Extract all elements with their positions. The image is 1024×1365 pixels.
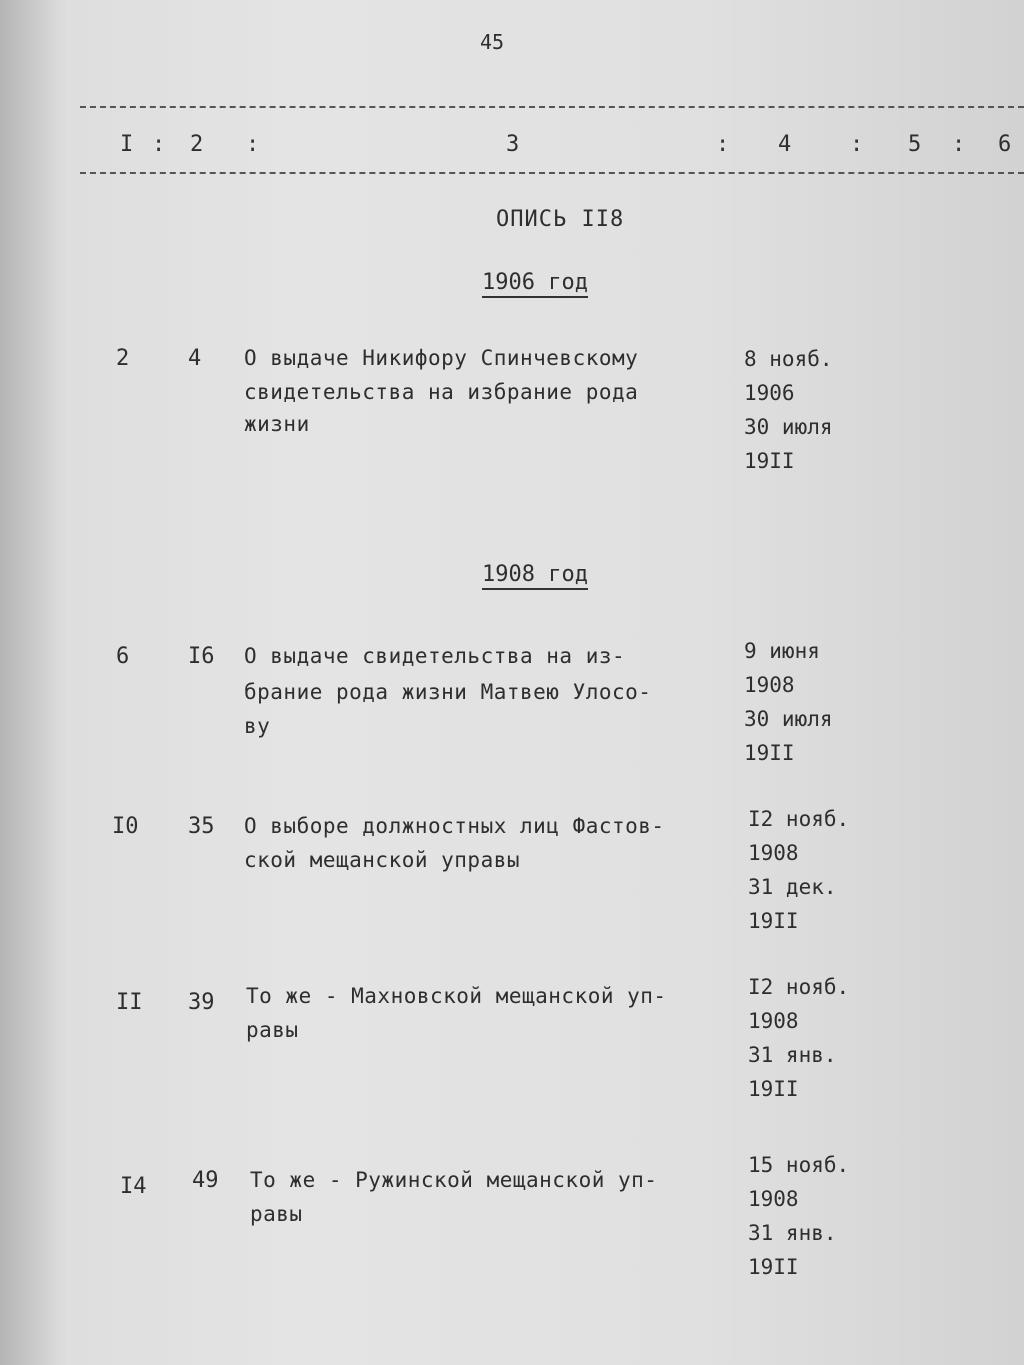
- row-date-line: 1908: [748, 1187, 799, 1211]
- header-top-rule: [80, 106, 1024, 108]
- row-col1: I4: [120, 1174, 147, 1199]
- row-date-line: 30 июля: [744, 415, 833, 439]
- col-header-6: 6: [998, 132, 1012, 157]
- col-header-sep: :: [152, 132, 166, 157]
- row-date-line: 19II: [748, 1255, 799, 1279]
- inventory-title: ОПИСЬ II8: [496, 207, 625, 232]
- col-header-4: 4: [778, 132, 792, 157]
- row-description-line: О выдаче свидетельства на из-: [244, 644, 626, 668]
- row-col2: 39: [188, 990, 215, 1015]
- row-col2: I6: [188, 644, 215, 669]
- row-description-line: свидетельства на избрание рода: [244, 380, 639, 404]
- row-description-line: равы: [246, 1018, 299, 1042]
- row-date-line: 19II: [748, 1077, 799, 1101]
- row-description-line: ской мещанской управы: [244, 848, 521, 872]
- row-date-line: 1908: [748, 1009, 799, 1033]
- row-date-line: 1908: [748, 841, 799, 865]
- row-col1: II: [116, 990, 143, 1015]
- col-header-sep: :: [246, 132, 260, 157]
- col-header-sep: :: [716, 132, 730, 157]
- page-number: 45: [480, 30, 505, 54]
- row-date-line: 31 дек.: [748, 875, 837, 899]
- row-description-line: О выдаче Никифору Спинчевскому: [244, 346, 639, 370]
- row-date-line: I2 нояб.: [748, 807, 850, 831]
- row-description-line: равы: [250, 1202, 303, 1226]
- row-date-line: 1906: [744, 381, 795, 405]
- row-date-line: 19II: [748, 909, 799, 933]
- col-header-1: I: [120, 132, 134, 157]
- col-header-2: 2: [190, 132, 204, 157]
- row-date-line: 9 июня: [744, 639, 820, 663]
- header-bottom-rule: [80, 172, 1024, 174]
- row-col1: I0: [112, 814, 139, 839]
- row-col2: 49: [192, 1168, 219, 1193]
- row-description-line: ву: [244, 714, 271, 738]
- col-header-sep: :: [952, 132, 966, 157]
- row-date-line: 19II: [744, 449, 795, 473]
- page-fold-shadow: [0, 0, 70, 1365]
- row-date-line: 15 нояб.: [748, 1153, 850, 1177]
- row-description-line: жизни: [244, 412, 310, 436]
- row-date-line: 31 янв.: [748, 1043, 837, 1067]
- row-col1: 2: [116, 346, 130, 371]
- row-description-line: брание рода жизни Матвею Улосо-: [244, 680, 652, 704]
- row-date-line: 30 июля: [744, 707, 833, 731]
- row-col1: 6: [116, 644, 130, 669]
- row-date-line: 31 янв.: [748, 1221, 837, 1245]
- row-date-line: 1908: [744, 673, 795, 697]
- row-date-line: 19II: [744, 741, 795, 765]
- row-col2: 4: [188, 346, 202, 371]
- col-header-5: 5: [908, 132, 922, 157]
- section-year-heading: 1908 год: [482, 562, 588, 590]
- section-year-heading: 1906 год: [482, 270, 588, 298]
- row-description-line: То же - Махновской мещанской уп-: [246, 984, 667, 1008]
- row-date-line: 8 нояб.: [744, 347, 833, 371]
- row-col2: 35: [188, 814, 215, 839]
- row-date-line: I2 нояб.: [748, 975, 850, 999]
- col-header-3: 3: [506, 132, 520, 157]
- row-description-line: То же - Ружинской мещанской уп-: [250, 1168, 658, 1192]
- col-header-sep: :: [850, 132, 864, 157]
- row-description-line: О выборе должностных лиц Фастов-: [244, 814, 665, 838]
